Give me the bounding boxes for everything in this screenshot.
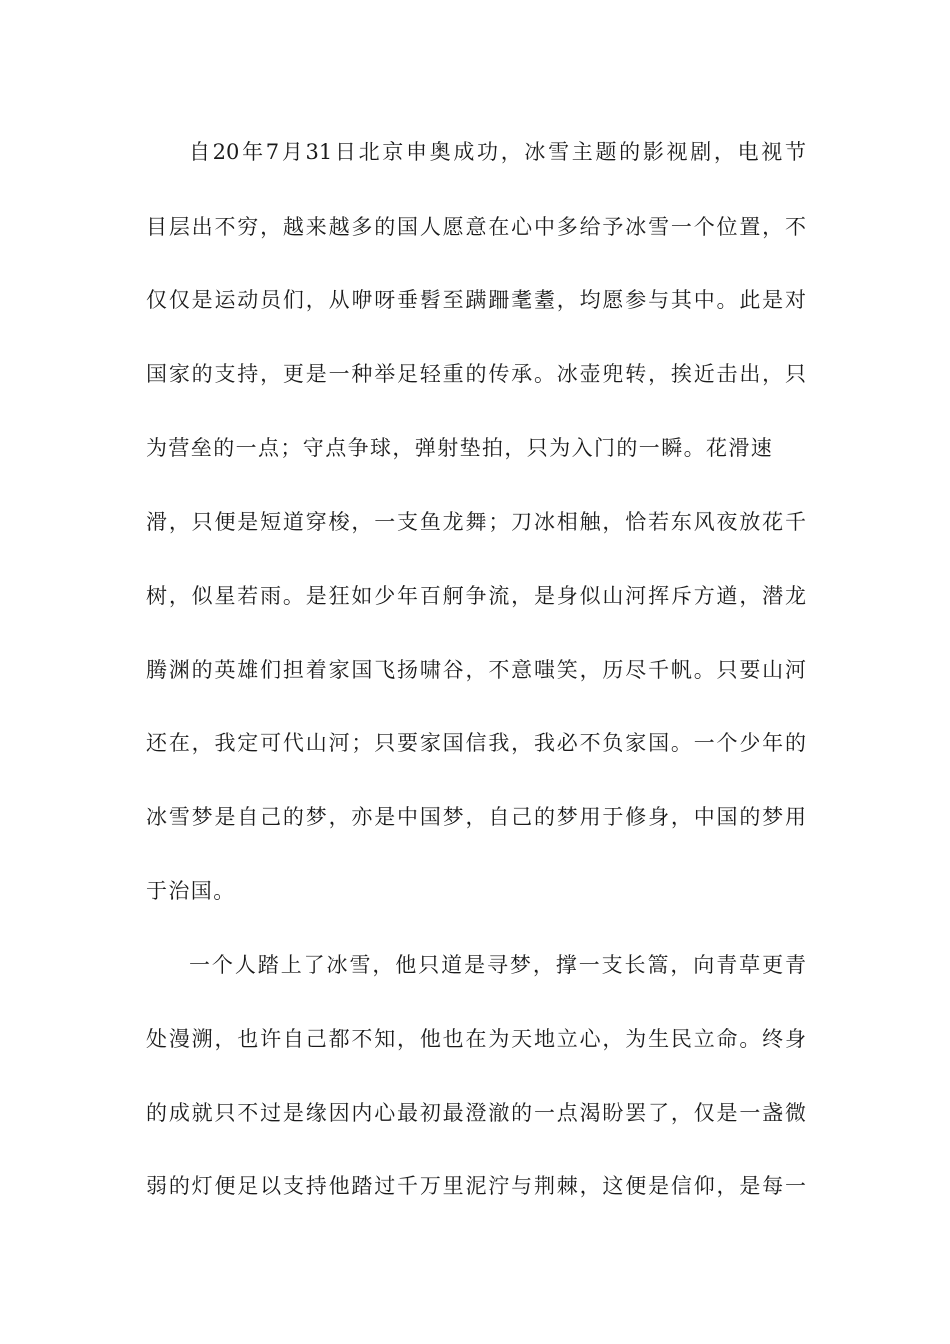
paragraph-2-line-1: 一个人踏上了冰雪，他只道是寻梦，撑一支长篙，向青草更青 bbox=[189, 953, 806, 977]
paragraph-2-line-4: 弱的灯便足以支持他踏过千万里泥泞与荆棘，这便是信仰，是每一 bbox=[146, 1174, 806, 1198]
paragraph-2-line-2: 处漫溯，也许自己都不知，他也在为天地立心，为生民立命。终身 bbox=[146, 1027, 806, 1051]
paragraph-1-line-9: 还在，我定可代山河；只要家国信我，我必不负家国。一个少年的 bbox=[146, 731, 806, 755]
paragraph-1-line-6: 滑，只便是短道穿梭，一支鱼龙舞；刀冰相触，恰若东风夜放花千 bbox=[146, 510, 806, 534]
paragraph-1-line-10: 冰雪梦是自己的梦，亦是中国梦，自己的梦用于修身，中国的梦用 bbox=[146, 805, 806, 829]
paragraph-1-line-2: 目层出不穷，越来越多的国人愿意在心中多给予冰雪一个位置，不 bbox=[146, 215, 806, 239]
paragraph-1-line-4: 国家的支持，更是一种举足轻重的传承。冰壶兜转，挨近击出，只 bbox=[146, 362, 806, 386]
paragraph-1-line-1: 自20年7月31日北京申奥成功，冰雪主题的影视剧，电视节 bbox=[189, 140, 806, 164]
paragraph-1-line-11: 于治国。 bbox=[146, 879, 236, 903]
paragraph-1-line-3: 仅仅是运动员们，从咿呀垂髫至蹒跚耄耋，均愿参与其中。此是对 bbox=[146, 288, 806, 312]
paragraph-1-line-7: 树，似星若雨。是狂如少年百舸争流，是身似山河挥斥方遒，潜龙 bbox=[146, 584, 806, 608]
paragraph-1-line-5: 为营垒的一点；守点争球，弹射垫拍，只为入门的一瞬。花滑速 bbox=[146, 436, 774, 460]
paragraph-1-line-8: 腾渊的英雄们担着家国飞扬啸谷，不意嗤笑，历尽千帆。只要山河 bbox=[146, 658, 806, 682]
paragraph-2-line-3: 的成就只不过是缘因内心最初最澄澈的一点渴盼罢了，仅是一盏微 bbox=[146, 1101, 806, 1125]
